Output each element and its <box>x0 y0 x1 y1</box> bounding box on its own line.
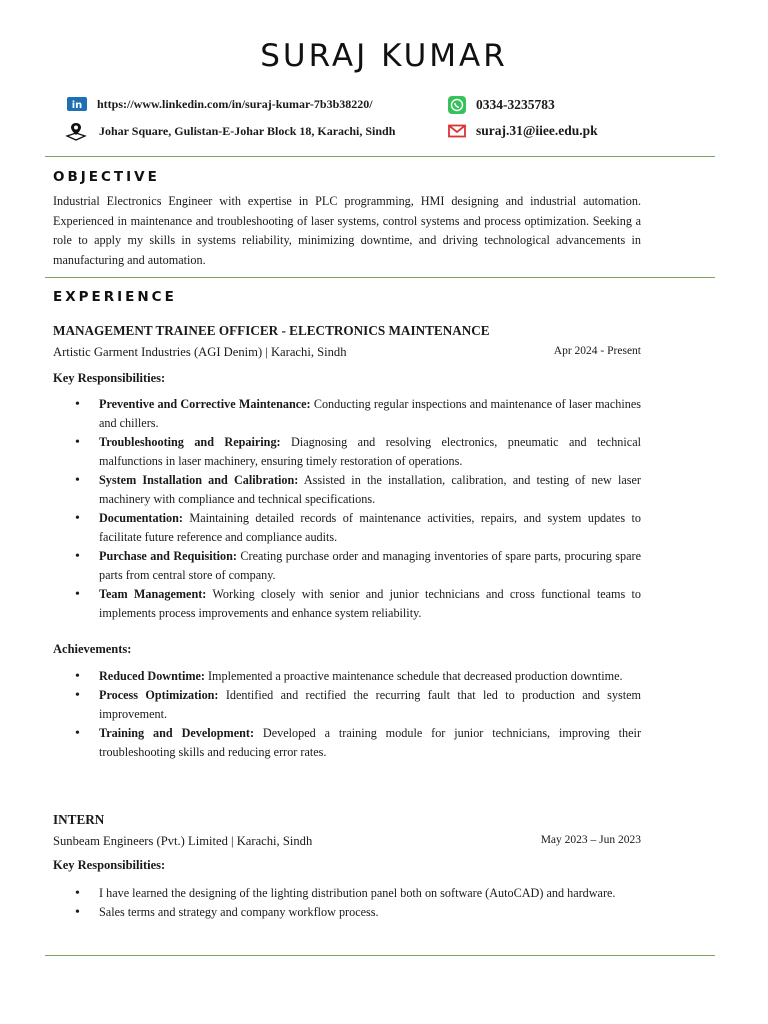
svg-text:in: in <box>71 100 83 111</box>
achievements-label: Achievements: <box>53 642 132 656</box>
list-item-text: Creating purchase order and managing inventories of spare parts, procuring spare parts from central store of company. <box>99 549 642 582</box>
list-item-text: Sales terms and strategy and company workflow process. <box>99 905 379 919</box>
list-item <box>53 509 641 547</box>
job-company-line <box>53 834 641 849</box>
job-dates: May 2023 – Jun 2023 <box>540 834 641 846</box>
divider <box>45 955 715 956</box>
email-address[interactable]: suraj.31@iiee.edu.pk <box>476 123 598 138</box>
job-title: MANAGEMENT TRAINEE OFFICER - ELECTRONICS MAINTENANCE <box>53 323 490 338</box>
list-item <box>53 547 641 585</box>
whatsapp-icon <box>447 95 467 115</box>
list-item <box>53 471 641 509</box>
list-item-text: Diagnosing and resolving electronics, pneumatic and technical malfunctions in laser machinery, ensuring timely restoration of operations. <box>99 435 641 468</box>
list-item-text: Conducting regular inspections and maintenance of laser machines and chillers. <box>99 397 641 430</box>
list-item-heading: Documentation: <box>99 511 183 525</box>
list-item-heading: Training and Development: <box>99 726 255 740</box>
list-item <box>53 724 641 762</box>
list-item-heading: Team Management: <box>99 587 207 601</box>
list-item <box>53 433 641 471</box>
list-item-text: Assisted in the installation, calibration, and testing of new laser machinery with compliance and technical specifications. <box>99 473 641 506</box>
list-item-text: Identified and rectified the recurring fault that led to production and system improvement. <box>99 688 641 721</box>
key-responsibilities-label: Key Responsibilities: <box>53 858 166 872</box>
list-item <box>53 585 641 623</box>
job-dates: Apr 2024 - Present <box>553 345 641 357</box>
job-company-line <box>53 345 641 360</box>
list-item-text: Implemented a proactive maintenance schedule that decreased production downtime. <box>204 669 623 683</box>
job-title: INTERN <box>53 812 105 827</box>
responsibilities-list <box>53 884 641 922</box>
list-item-text: Working closely with senior and junior technicians and cross functional teams to implements process improvements and enhance system reliability. <box>99 587 642 620</box>
list-item-heading: Reduced Downtime: <box>99 669 205 683</box>
phone-row[interactable] <box>447 95 555 115</box>
list-item <box>53 667 641 686</box>
candidate-name: SURAJ KUMAR <box>260 38 508 74</box>
list-item-text: Developed a training module for junior technicians, improving their troubleshooting skills and reducing error rates. <box>99 726 641 759</box>
objective-text: Industrial Electronics Engineer with expertise in PLC programming, HMI designing and industrial automation. Experienced in maintenance and troubleshooting of laser systems, control systems and process optimization. Seeking a role to apply my skills in systems reliability, minimizing downtime, and driving technological advancements in manufacturing and automation. <box>53 194 641 267</box>
list-item-text: I have learned the designing of the lighting distribution panel both on software (AutoCAD) and hardware. <box>99 886 616 900</box>
list-item <box>53 884 641 903</box>
list-item-heading: Purchase and Requisition: <box>99 549 237 563</box>
divider <box>45 156 715 157</box>
address-row <box>63 121 395 141</box>
location-pin-icon <box>63 121 89 141</box>
email-row[interactable] <box>447 121 598 141</box>
experience-heading: EXPERIENCE <box>53 289 177 305</box>
mail-icon <box>447 121 467 141</box>
list-item <box>53 903 641 922</box>
job-company: Artistic Garment Industries (AGI Denim) | Karachi, Sindh <box>53 345 347 359</box>
job-company: Sunbeam Engineers (Pvt.) Limited | Karachi, Sindh <box>53 834 313 848</box>
list-item-heading: System Installation and Calibration: <box>99 473 299 487</box>
list-item-heading: Preventive and Corrective Maintenance: <box>99 397 311 411</box>
address-text: Johar Square, Gulistan-E-Johar Block 18, Karachi, Sindh <box>99 123 396 138</box>
linkedin-url[interactable]: https://www.linkedin.com/in/suraj-kumar-7b3b38220/ <box>97 96 373 111</box>
list-item-heading: Troubleshooting and Repairing: <box>99 435 281 449</box>
divider <box>45 277 715 278</box>
responsibilities-list <box>53 395 641 623</box>
objective-heading: OBJECTIVE <box>53 169 160 185</box>
achievements-list <box>53 667 641 762</box>
phone-number[interactable]: 0334-3235783 <box>476 97 555 112</box>
list-item <box>53 686 641 724</box>
list-item-text: Maintaining detailed records of maintenance activities, repairs, and system updates to facilitate future reference and compliance audits. <box>99 511 641 544</box>
linkedin-row[interactable] <box>67 94 373 114</box>
linkedin-icon <box>67 94 87 114</box>
list-item <box>53 395 641 433</box>
key-responsibilities-label: Key Responsibilities: <box>53 371 166 385</box>
list-item-heading: Process Optimization: <box>99 688 219 702</box>
